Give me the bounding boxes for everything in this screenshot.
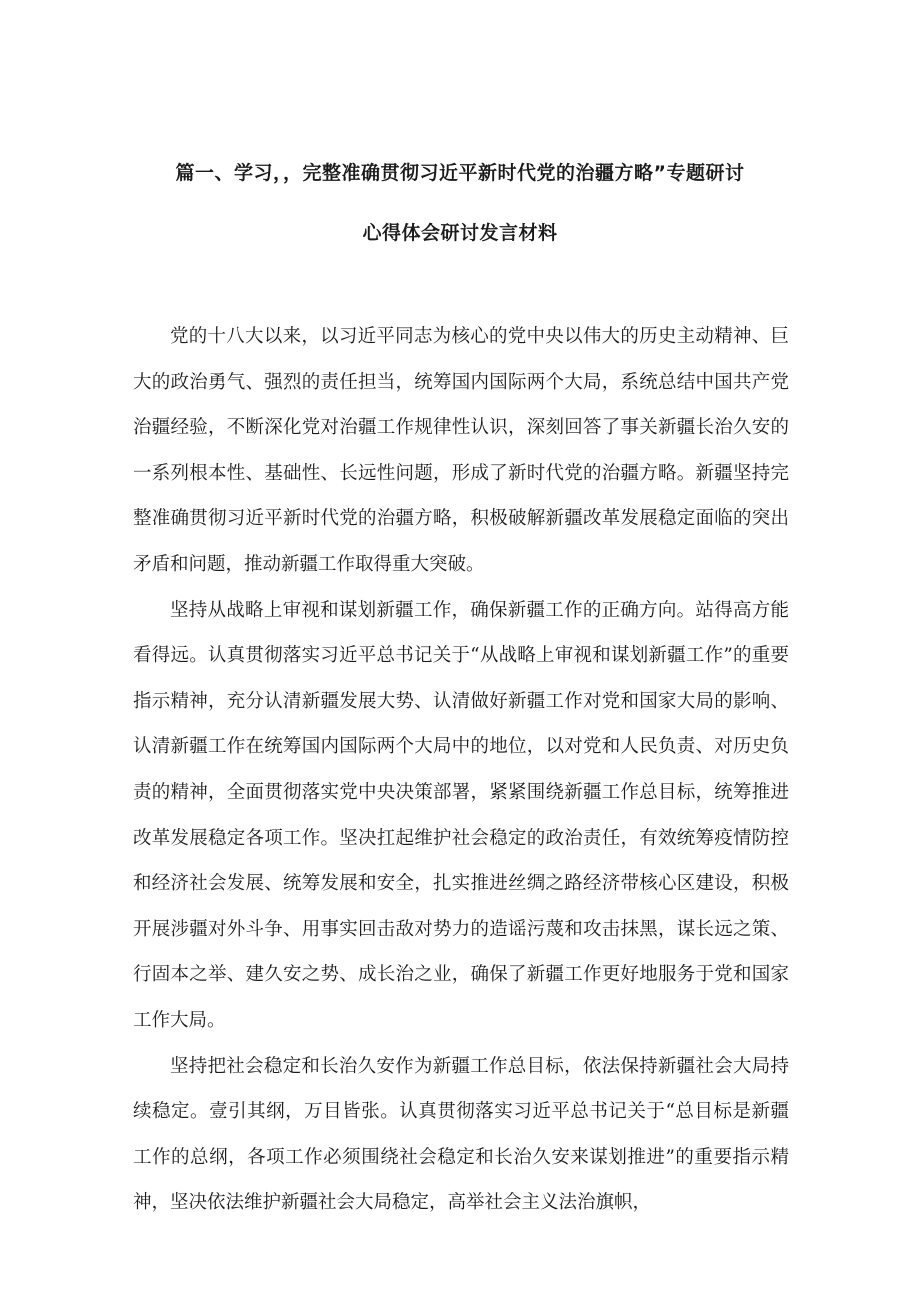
document-title-line-2: 心得体会研讨发言材料 (362, 222, 558, 244)
document-body (133, 314, 789, 1226)
paragraph: 坚持把社会稳定和长治久安作为新疆工作总目标，依法保持新疆社会大局持续稳定。壹引其纲，万目皆张。认真贯彻落实习近平总书记关于“总目标是新疆工作的总纲，各项工作必须围绕社会稳定和长治久安来谋划推进”的重要指示精神，坚决依法维护新疆社会大局稳定，高举社会主义法治旗帜， (133, 1055, 789, 1214)
paragraph: 党的十八大以来，以习近平同志为核心的党中央以伟大的历史主动精神、巨大的政治勇气、强烈的责任担当，统筹国内国际两个大局，系统总结中国共产党治疆经验，不断深化党对治疆工作规律性认识，深刻回答了事关新疆长治久安的一系列根本性、基础性、长远性问题，形成了新时代党的治疆方略。新疆坚持完整准确贯彻习近平新时代党的治疆方略，积极破解新疆改革发展稳定面临的突出矛盾和问题，推动新疆工作取得重大突破。 (133, 326, 789, 575)
paragraph: 坚持从战略上审视和谋划新疆工作，确保新疆工作的正确方向。站得高方能看得远。认真贯彻落实习近平总书记关于“从战略上审视和谋划新疆工作”的重要指示精神，充分认清新疆发展大势、认清做好新疆工作对党和国家大局的影响、认清新疆工作在统筹国内国际两个大局中的地位，以对党和人民负责、对历史负责的精神，全面贯彻落实党中央决策部署，紧紧围绕新疆工作总目标，统筹推进改革发展稳定各项工作。坚决扛起维护社会稳定的政治责任，有效统筹疫情防控和经济社会发展、统筹发展和安全，扎实推进丝绸之路经济带核心区建设，积极开展涉疆对外斗争、用事实回击敌对势力的造谣污蔑和攻击抹黑，谋长远之策、行固本之举、建久安之势、成长治之业，确保了新疆工作更好地服务于党和国家工作大局。 (133, 599, 789, 1031)
document-title-line-1: 篇一、学习，，完整准确贯彻习近平新时代党的治疆方略”专题研讨 (175, 162, 745, 184)
